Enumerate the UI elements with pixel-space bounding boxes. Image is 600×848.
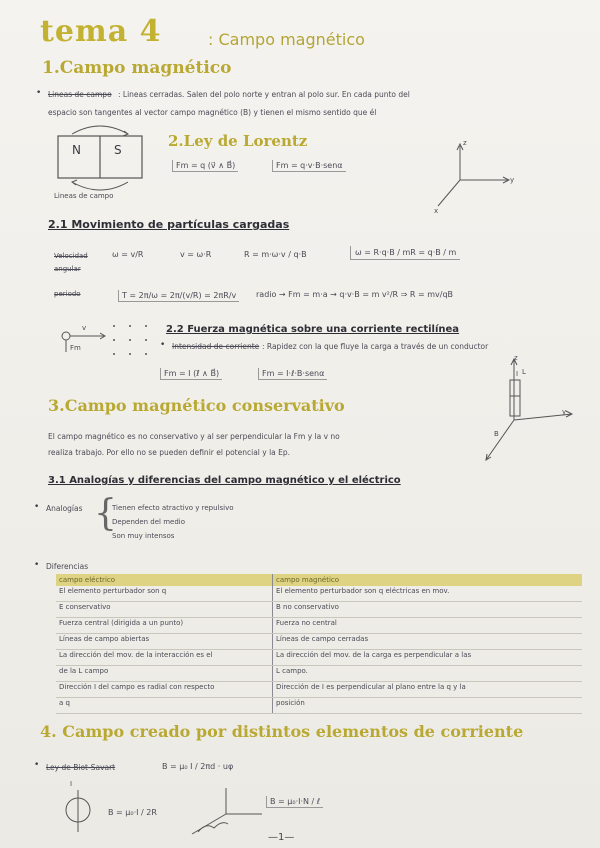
table-cell: posición (273, 698, 583, 714)
axis-y-label-1: y (510, 176, 515, 184)
col-header-magnetic: campo magnético (273, 574, 583, 586)
analogia-item: Son muy intensos (112, 532, 175, 540)
periodo-label: periodo (54, 290, 81, 298)
table-cell: La dirección del mov. de la carga es perpendicular a las (273, 650, 583, 666)
section-3-text-1: El campo magnético es no conservativo y al ser perpendicular la Fm y la v no (48, 432, 340, 441)
table-cell: Dirección I del campo es radial con respecto (56, 682, 273, 698)
analogia-item: Tienen efecto atractivo y repulsivo (112, 504, 234, 512)
loop-formula: B = μ₀·I / 2R (108, 808, 157, 817)
table-cell: B no conservativo (273, 602, 583, 618)
table-cell: Líneas de campo cerradas (273, 634, 583, 650)
magnet-north-label: N (72, 143, 81, 157)
radio-formula: radio → Fm = m·a → q·v·B = m v²/R ⇒ R = mv/qB (256, 290, 454, 299)
bullet-icon: • (34, 560, 40, 570)
wire-loop-diagram (60, 786, 100, 836)
axes-diagram-1 (430, 138, 520, 218)
vel-formula-4: ω = R·q·B / mR = q·B / m (350, 246, 460, 260)
section-2-2-title: 2.2 Fuerza magnética sobre una corriente rectilínea (166, 324, 460, 335)
tema-heading: tema 4 (40, 14, 162, 49)
fm-label: Fm (70, 344, 81, 352)
intensidad-label: Intensidad de corriente (172, 342, 260, 351)
lineas-text-2: espacio son tangentes al vector campo magnético (B) y tienen el mismo sentido que él (48, 108, 377, 117)
table-row (56, 698, 582, 714)
intensidad-text: : Rapidez con la que fluye la carga a través de un conductor (262, 342, 489, 351)
solenoid-diagram (186, 784, 266, 838)
axis-l-label: L (522, 368, 526, 376)
table-cell: Fuerza central (dirigida a un punto) (56, 618, 273, 634)
table-row (56, 650, 582, 666)
section-4-title: 4. Campo creado por distintos elementos de corriente (40, 722, 524, 741)
page-number: —1— (268, 832, 295, 843)
vel-formula-1: ω = v/R (112, 250, 144, 259)
charge-field-diagram (56, 322, 166, 358)
lineas-text-1: : Lineas cerradas. Salen del polo norte y entran al polo sur. En cada punto del (118, 90, 410, 99)
section-3-title: 3.Campo magnético conservativo (48, 396, 345, 415)
lorentz-formula-2: Fm = q·v·B·senα (272, 160, 346, 172)
table-cell: El elemento perturbador son q (56, 586, 273, 602)
table-header-row (56, 574, 582, 586)
table-cell: de la L campo (56, 666, 273, 682)
table-cell: Líneas de campo abiertas (56, 634, 273, 650)
differences-table (56, 574, 582, 714)
vel-formula-3: R = m·ω·v / q·B (244, 250, 307, 259)
biot-savart-formula: B = μ₀ I / 2πd · uφ (162, 762, 234, 771)
table-row (56, 602, 582, 618)
biot-savart-label: Ley de Biot-Savart (46, 763, 116, 772)
table-row (56, 666, 582, 682)
table-cell: a q (56, 698, 273, 714)
axis-z-label-1: z (463, 139, 467, 147)
magnet-south-label: S (114, 143, 122, 157)
table-cell: El elemento perturbador son q eléctricas en mov. (273, 586, 583, 602)
axis-y-label-2: y (562, 408, 567, 416)
section-2-title: 2.Ley de Lorentz (168, 132, 308, 150)
axis-z-label-2: z (514, 354, 518, 362)
bullet-icon: • (34, 760, 40, 770)
section-1-title: 1.Campo magnético (42, 58, 232, 78)
table-row (56, 618, 582, 634)
axis-i-label: I (516, 370, 519, 378)
periodo-formula: T = 2π/ω = 2π/(v/R) = 2πR/v (118, 290, 239, 302)
current-i-label: I (70, 780, 73, 788)
section-3-1-title: 3.1 Analogías y diferencias del campo magnético y el eléctrico (48, 475, 401, 486)
analogias-label: Analogías (46, 504, 83, 513)
section-2-1-title: 2.1 Movimiento de partículas cargadas (48, 218, 290, 231)
solenoid-formula: B = μ₀·I·N / ℓ (266, 796, 323, 808)
diferencias-label: Diferencias (46, 562, 89, 571)
bullet-icon: • (36, 88, 42, 98)
bullet-icon: • (34, 502, 40, 512)
magnet-diagram (50, 118, 160, 198)
table-cell: L campo. (273, 666, 583, 682)
tema-subtitle: : Campo magnético (208, 30, 365, 49)
magnet-caption: Lineas de campo (54, 192, 114, 200)
section-3-text-2: realiza trabajo. Por ello no se pueden definir el potencial y la Ep. (48, 448, 291, 457)
axis-x-label-1: x (434, 207, 439, 215)
table-cell: Fuerza no central (273, 618, 583, 634)
velocidad-label: Velocidad angular (54, 252, 88, 273)
table-row (56, 682, 582, 698)
v-label: v (82, 324, 87, 332)
force-wire-formula-1: Fm = I (ℓ⃗ ∧ B⃗) (160, 368, 222, 380)
table-cell: La dirección del mov. de la interacción es el (56, 650, 273, 666)
table-cell: Dirección de I es perpendicular al plano entre la q y la (273, 682, 583, 698)
lorentz-formula-1: Fm = q (v⃗ ∧ B⃗) (172, 160, 238, 172)
bullet-icon: • (160, 340, 166, 350)
brace-icon: { (94, 493, 117, 534)
axis-b-label: B (494, 430, 499, 438)
analogia-item: Dependen del medio (112, 518, 186, 526)
col-header-electric: campo eléctrico (56, 574, 273, 586)
vel-formula-2: v = ω·R (180, 250, 212, 259)
lineas-label: Lineas de campo (48, 90, 112, 99)
force-wire-formula-2: Fm = I·ℓ·B·senα (258, 368, 327, 380)
table-row (56, 634, 582, 650)
table-cell: E conservativo (56, 602, 273, 618)
table-row (56, 586, 582, 602)
